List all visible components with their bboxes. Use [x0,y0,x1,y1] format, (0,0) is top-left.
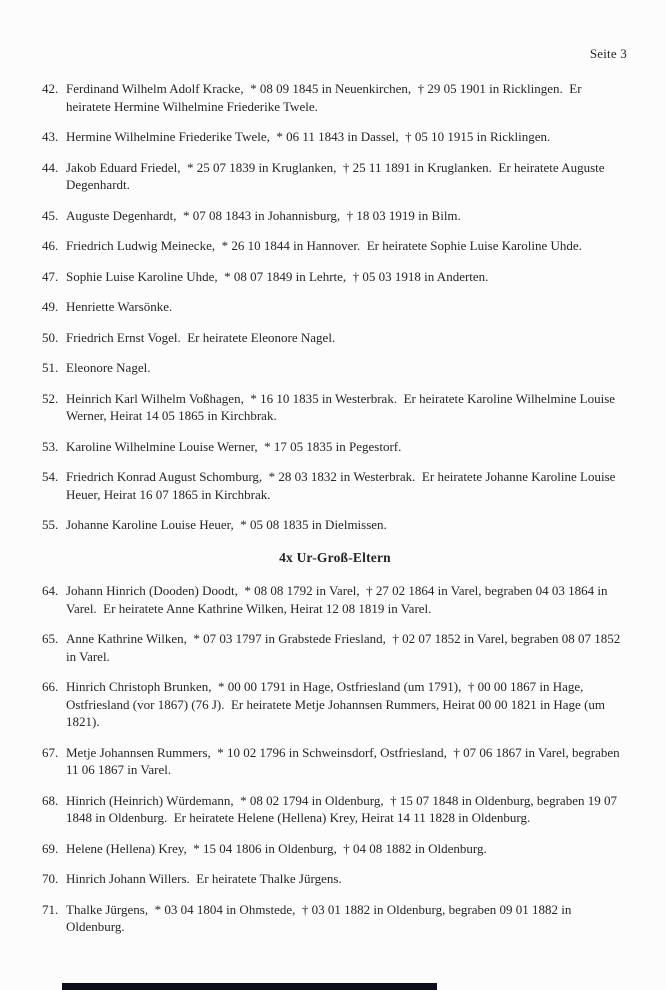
entry-text: Auguste Degenhardt, * 07 08 1843 in Johannisburg, † 18 03 1919 in Bilm. [66,207,461,223]
entry-text: Heinrich Karl Wilhelm Voßhagen, * 16 10 1835 in Westerbrak. Er heiratete Karoline Wilhelmine Louise Werner, Heirat 14 05 1865 in Kirchbrak. [66,390,619,423]
entry [42,298,628,316]
entry [42,630,628,665]
entry [42,159,628,194]
entry-list [42,80,628,534]
entry [42,237,628,255]
entry-number: 45. [42,207,59,223]
entry-number: 52. [42,390,59,406]
entry-text: Friedrich Ernst Vogel. Er heiratete Eleonore Nagel. [66,329,336,345]
entry-number: 65. [42,631,59,646]
entry [42,390,628,425]
entry-number: 53. [42,438,59,454]
entry [42,678,628,731]
entry-number: 50. [42,329,59,345]
entry-number: 70. [42,871,59,886]
entry-text: Johann Hinrich (Dooden) Doodt, * 08 08 1792 in Varel, † 27 02 1864 in Varel, begraben 04 03 1864 in Varel. Er heiratete Anne Kathrine Wilken, Heirat 12 08 1819 in Varel. [66,583,611,616]
entry [42,744,628,779]
entry-text: Ferdinand Wilhelm Adolf Kracke, * 08 09 1845 in Neuenkirchen, † 29 05 1901 in Ricklingen. Er heiratete Hermine Wilhelmine Friederike Twele. [66,81,585,114]
entry-number: 44. [42,159,59,175]
entry-number: 49. [42,299,59,314]
entry-text: Karoline Wilhelmine Louise Werner, * 17 05 1835 in Pegestorf. [66,438,402,454]
entry [42,792,628,827]
entry-number: 68. [42,792,59,808]
entry-text: Eleonore Nagel. [66,360,151,375]
entry-number: 64. [42,583,59,598]
entry [42,359,628,377]
section [42,549,628,936]
entry-text: Henriette Warsönke. [66,299,173,314]
entry [42,516,628,534]
entry-number: 47. [42,268,59,284]
entry-number: 66. [42,679,59,694]
entry-number: 51. [42,360,59,375]
entry [42,128,628,146]
entry-number: 55. [42,517,59,532]
entry [42,901,628,936]
scan-artifact-bar [62,983,437,990]
entry-number: 54. [42,469,59,484]
entry-number: 71. [42,901,59,917]
entry-number: 43. [42,129,59,144]
entry [42,438,628,456]
entry [42,268,628,286]
entry-text: Friedrich Konrad August Schomburg, * 28 03 1832 in Westerbrak. Er heiratete Johanne Karoline Louise Heuer, Heirat 16 07 1865 in Kirchbrak. [66,469,619,502]
entry-text: Jakob Eduard Friedel, * 25 07 1839 in Kruglanken, † 25 11 1891 in Kruglanken. Er heiratete Auguste Degenhardt. [66,159,608,192]
section-heading: 4x Ur-Groß-Eltern [279,549,391,565]
entry-text: Helene (Hellena) Krey, * 15 04 1806 in Oldenburg, † 04 08 1882 in Oldenburg. [66,840,487,856]
entry [42,840,628,858]
entry [42,870,628,888]
section [42,80,628,534]
entry-text: Metje Johannsen Rummers, * 10 02 1796 in Schweinsdorf, Ostfriesland, † 07 06 1867 in Varel, begraben 11 06 1867 in Varel. [66,744,623,777]
entry-text: Anne Kathrine Wilken, * 07 03 1797 in Grabstede Friesland, † 02 07 1852 in Varel, begraben 08 07 1852 in Varel. [66,631,624,664]
entry [42,582,628,617]
entry-text: Johanne Karoline Louise Heuer, * 05 08 1835 in Dielmissen. [66,517,387,532]
entry-text: Friedrich Ludwig Meinecke, * 26 10 1844 in Hannover. Er heiratete Sophie Luise Karoline Uhde. [66,238,582,253]
entry-number: 42. [42,81,59,96]
entry [42,207,628,225]
entry-text: Sophie Luise Karoline Uhde, * 08 07 1849 in Lehrte, † 05 03 1918 in Anderten. [66,268,489,284]
entry [42,468,628,503]
page-number: Seite 3 [589,46,627,61]
entry-text: Hermine Wilhelmine Friederike Twele, * 06 11 1843 in Dassel, † 05 10 1915 in Ricklingen. [66,129,551,144]
entry-text: Hinrich (Heinrich) Würdemann, * 08 02 1794 in Oldenburg, † 15 07 1848 in Oldenburg, begraben 19 07 1848 in Oldenburg. Er heiratete Helene (Hellena) Krey, Heirat 14 11 1828 in Oldenburg. [66,792,621,825]
entries-area [42,80,628,949]
entry-text: Thalke Jürgens, * 03 04 1804 in Ohmstede, † 03 01 1882 in Oldenburg, begraben 09 01 1882 in Oldenburg. [66,901,575,934]
entry [42,329,628,347]
entry-list [42,582,628,936]
entry [42,80,628,115]
entry-number: 67. [42,744,59,760]
entry-number: 69. [42,840,59,856]
entry-number: 46. [42,238,59,253]
entry-text: Hinrich Johann Willers. Er heiratete Thalke Jürgens. [66,871,342,886]
entry-text: Hinrich Christoph Brunken, * 00 00 1791 in Hage, Ostfriesland (um 1791), † 00 00 1867 in Hage, Ostfriesland (vor 1867) (76 J). Er heiratete Metje Johannsen Rummers, Heirat 00 00 1821 in Hage (um 1821). [66,679,609,729]
